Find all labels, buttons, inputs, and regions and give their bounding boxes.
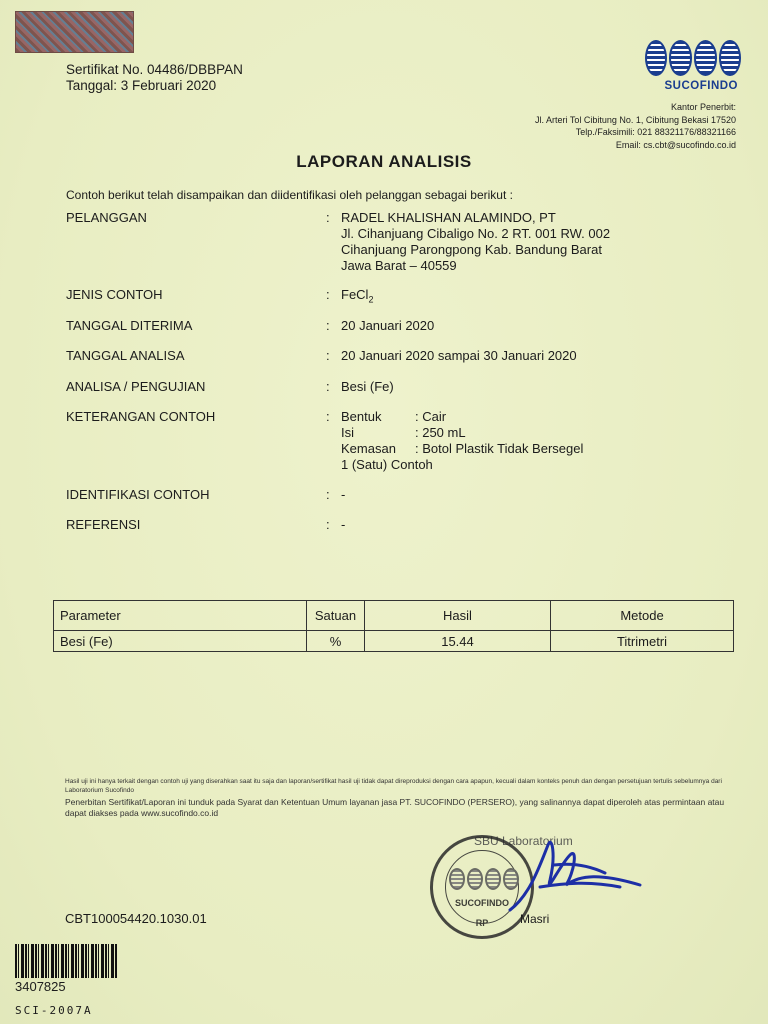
seal-rp: RP	[475, 918, 489, 928]
cell-parameter: Besi (Fe)	[54, 631, 307, 652]
seal-name: SUCOFINDO	[455, 898, 509, 908]
column-header-satuan: Satuan	[307, 601, 365, 631]
document-title: LAPORAN ANALISIS	[296, 152, 472, 171]
customer-address-3: Jawa Barat – 40559	[341, 258, 457, 273]
packaging-label: Kemasan	[341, 441, 396, 456]
customer-address-2: Cihanjuang Parongpong Kab. Bandung Barat	[341, 242, 602, 257]
table-header-row	[54, 601, 734, 631]
form-label: Bentuk	[341, 409, 382, 424]
reference: -	[341, 517, 346, 532]
sucofindo-logo	[645, 40, 741, 98]
sample-formula-subscript: 2	[368, 294, 374, 305]
analysis-date: 20 Januari 2020 sampai 30 Januari 2020	[341, 348, 577, 363]
results-table	[53, 600, 734, 652]
field-label-analisa: TANGGAL ANALISA	[66, 348, 185, 363]
signature-icon	[470, 825, 650, 925]
sample-description	[341, 409, 583, 473]
customer-block	[341, 210, 610, 274]
field-label-jenis: JENIS CONTOH	[66, 287, 163, 302]
packaging-value: : Botol Plastik Tidak Bersegel	[415, 441, 584, 456]
table-row	[54, 631, 734, 652]
document-code: CBT100054420.1030.01	[65, 911, 207, 926]
cell-unit: %	[307, 631, 365, 652]
barcode-number: 3407825	[15, 979, 66, 994]
sample-formula: FeCl	[341, 287, 369, 302]
field-label-diterima: TANGGAL DITERIMA	[66, 318, 193, 333]
intro-text: Contoh berikut telah disampaikan dan diidentifikasi oleh pelanggan sebagai berikut :	[66, 188, 513, 202]
column-header-metode: Metode	[551, 601, 734, 631]
issuer-office	[535, 101, 736, 151]
sample-type	[341, 287, 373, 308]
colon: :	[326, 348, 330, 363]
field-label-keterangan: KETERANGAN CONTOH	[66, 409, 216, 424]
colon: :	[326, 379, 330, 394]
logo-name: SUCOFINDO	[664, 80, 738, 92]
colon: :	[326, 287, 330, 302]
issuer-phone: Telp./Faksimili: 021 88321176/88321166	[575, 127, 736, 137]
column-header-hasil: Hasil	[365, 601, 551, 631]
issuer-address: Jl. Arteri Tol Cibitung No. 1, Cibitung Bekasi 17520	[535, 114, 736, 125]
colon: :	[326, 210, 330, 225]
field-label-pelanggan: PELANGGAN	[66, 210, 147, 225]
signer-name: Masri	[520, 912, 550, 926]
received-date: 20 Januari 2020	[341, 318, 435, 333]
content-value: : 250 mL	[415, 425, 466, 440]
terms-text: Penerbitan Sertifikat/Laporan ini tunduk pada Syarat dan Ketentuan Umum layanan jasa PT. SUCOFINDO (PERSERO), yang salinannya dapat diperoleh atas permintaan atau dapat diakses pada www.sucofindo.co.id	[65, 797, 725, 818]
sample-identification: -	[341, 487, 346, 502]
form-code: SCI-2007A	[15, 1004, 93, 1017]
colon: :	[326, 517, 330, 532]
lab-unit-label: SBU Laboratorium	[474, 834, 573, 848]
colon: :	[326, 318, 330, 333]
column-header-parameter: Parameter	[54, 601, 307, 631]
globe-logo-icon	[645, 40, 741, 76]
disclaimer-text: Hasil uji ini hanya terkait dengan contoh uji yang diserahkan saat itu saja dan laporan/sertifikat hasil uji tidak dapat direproduksi dengan cara apapun, kecuali dalam konteks penuh dan dengan persetujuan tertulis sebelumnya dari Laboratorium Sucofindo	[65, 778, 722, 794]
barcode	[15, 944, 118, 978]
certificate-header	[66, 62, 243, 94]
sample-count: 1 (Satu) Contoh	[341, 457, 433, 472]
form-value: : Cair	[415, 409, 447, 424]
cell-method: Titrimetri	[551, 631, 734, 652]
colon: :	[326, 487, 330, 502]
content-label: Isi	[341, 425, 354, 440]
colon: :	[326, 409, 330, 424]
certificate-number: Sertifikat No. 04486/DBBPAN	[66, 62, 243, 77]
security-hologram	[15, 11, 134, 53]
test-parameter: Besi (Fe)	[341, 379, 394, 394]
cell-result: 15.44	[365, 631, 551, 652]
field-label-pengujian: ANALISA / PENGUJIAN	[66, 379, 206, 394]
field-label-identifikasi: IDENTIFIKASI CONTOH	[66, 487, 210, 502]
issuer-label: Kantor Penerbit:	[670, 102, 736, 112]
customer-address-1: Jl. Cihanjuang Cibaligo No. 2 RT. 001 RW. 002	[341, 226, 611, 241]
certificate-date: Tanggal: 3 Februari 2020	[66, 78, 217, 93]
field-label-referensi: REFERENSI	[66, 517, 141, 532]
customer-name: RADEL KHALISHAN ALAMINDO, PT	[341, 210, 556, 225]
issuer-email: Email: cs.cbt@sucofindo.co.id	[615, 139, 736, 150]
